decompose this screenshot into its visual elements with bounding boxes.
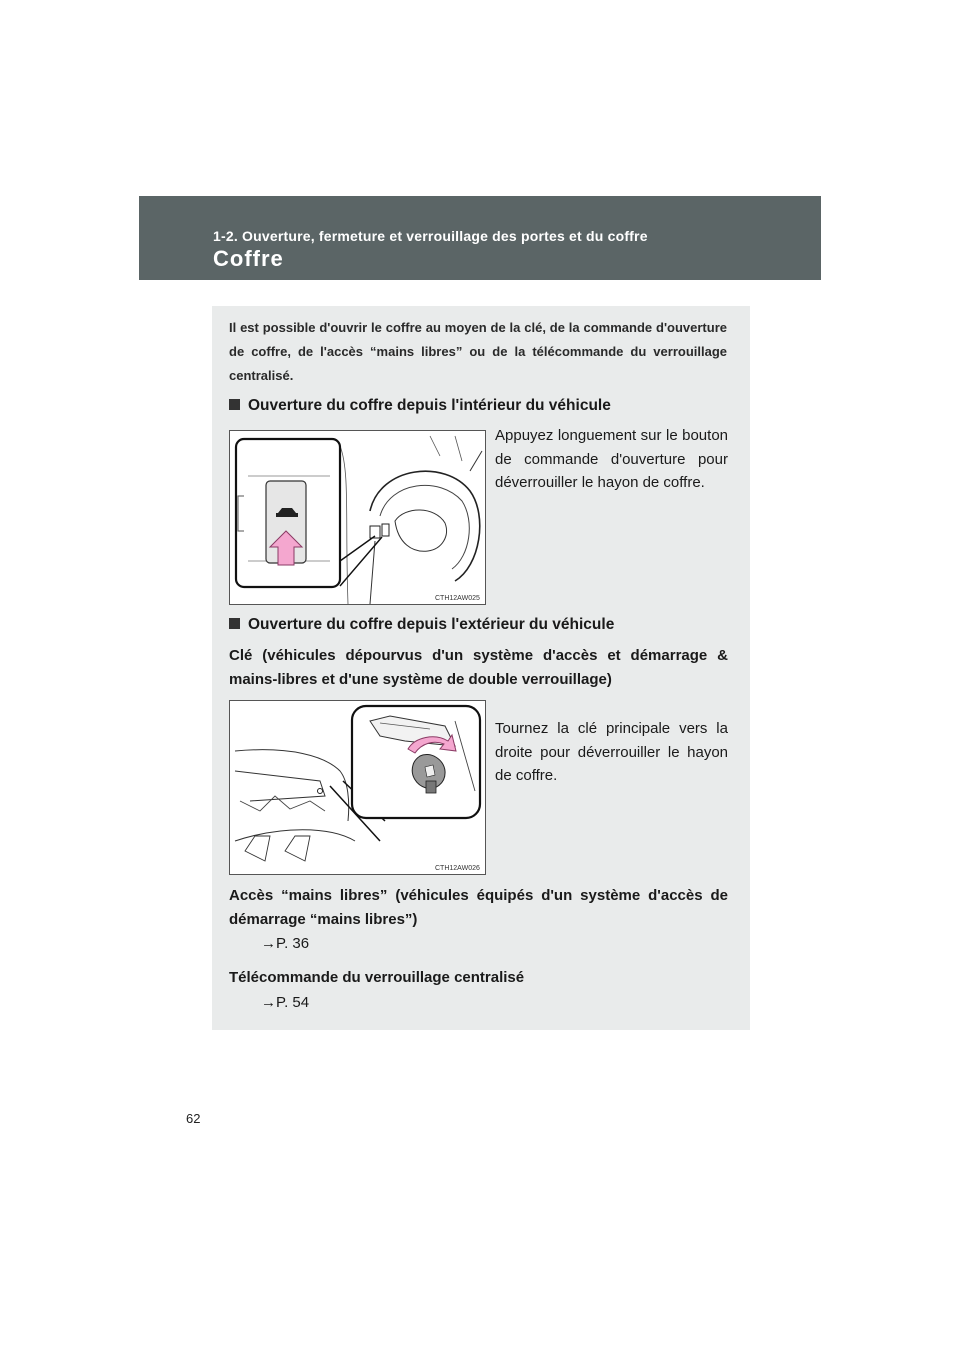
remote-page-ref[interactable]: →P. 54 [261,994,310,1011]
key-instruction: Tournez la clé principale vers la droite pour déverrouiller le hayon de coffre. [495,720,728,784]
heading-interior-text: Ouverture du coffre depuis l'intérieur du véhicule [248,397,611,414]
figure-label-interior: CTH12AW025 [435,595,480,602]
square-bullet-icon [229,618,240,629]
key-subheading: Clé (véhicules dépourvus d'un système d'accès et démarrage & mains-libres et d'une système de double verrouillage) [229,647,728,688]
chapter-header [139,196,821,280]
square-bullet-icon [229,399,240,410]
figure-label-exterior: CTH12AW026 [435,865,480,872]
section-title: 1-2. Ouverture, fermeture et verrouillage des portes et du coffre [213,228,648,244]
interior-instruction: Appuyez longuement sur le bouton de commande d'ouverture pour déverrouiller le hayon de coffre. [495,427,728,491]
interior-illustration [230,431,485,604]
figure-exterior-key [229,700,486,875]
heading-interior [229,397,611,415]
remote-subheading: Télécommande du verrouillage centralisé [229,969,525,986]
intro-paragraph: Il est possible d'ouvrir le coffre au moyen de la clé, de la commande d'ouverture de coffre, de l'accès “mains libres” ou de la télécommande du verrouillage centralisé. [229,320,727,383]
figure-interior-button [229,430,486,605]
page-title: Coffre [213,246,284,271]
heading-exterior-text: Ouverture du coffre depuis l'extérieur du véhicule [248,616,615,633]
handsfree-page-ref[interactable]: →P. 36 [261,935,310,952]
heading-exterior [229,616,614,634]
exterior-illustration [230,701,485,874]
handsfree-subheading: Accès “mains libres” (véhicules équipés d'un système d'accès de démarrage “mains libres”) [229,887,728,928]
page-number: 62 [186,1111,201,1126]
